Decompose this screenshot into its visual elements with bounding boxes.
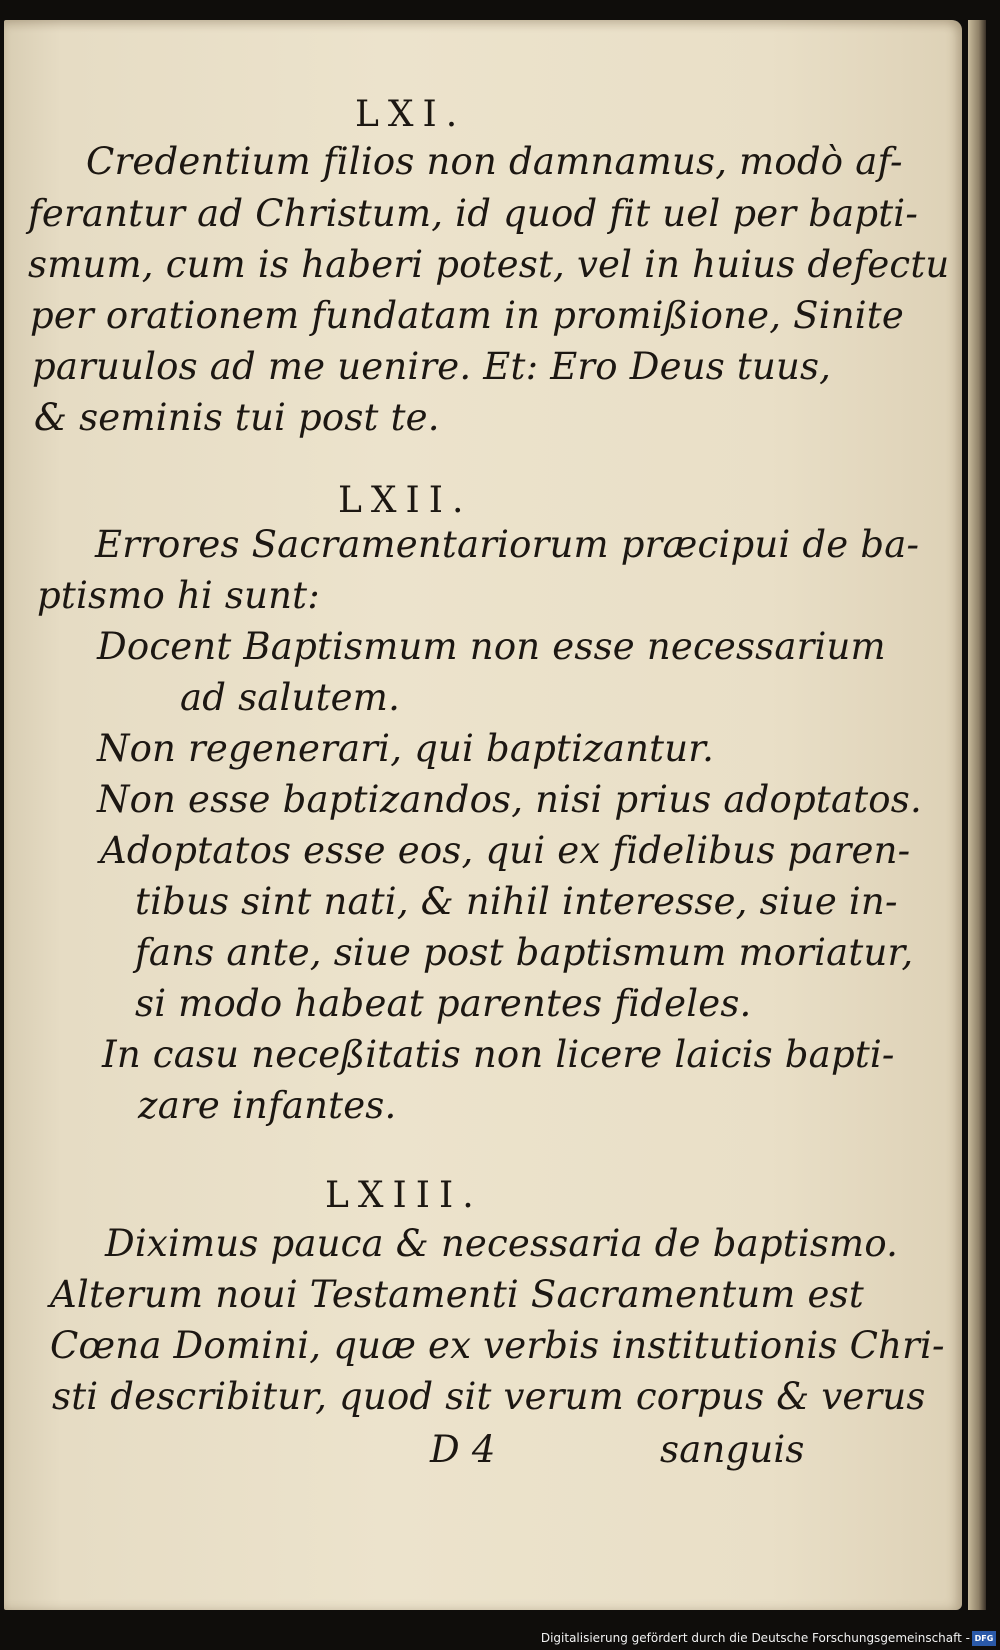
text-line: per orationem fundatam in promißione, Sinite xyxy=(30,294,904,337)
text-line: sti describitur, quod sit verum corpus & verus xyxy=(52,1375,926,1418)
text-line: Diximus pauca & necessaria de baptismo. xyxy=(105,1222,899,1265)
catchword: sanguis xyxy=(660,1428,805,1471)
footer-bar xyxy=(0,1624,1000,1650)
footer-credit: Digitalisierung gefördert durch die Deutsche Forschungsgemeinschaft - xyxy=(540,1631,970,1645)
section-heading-lxii: LXII. xyxy=(338,480,473,521)
text-line: Non regenerari, qui baptizantur. xyxy=(97,727,715,770)
text-line: si modo habeat parentes fideles. xyxy=(135,982,752,1025)
text-line: Cœna Domini, quæ ex verbis institutionis Chri- xyxy=(50,1324,945,1367)
section-heading-lxi: LXI. xyxy=(355,94,467,135)
dfg-logo-icon: DFG xyxy=(972,1631,996,1646)
text-line: Alterum noui Testamenti Sacramentum est xyxy=(50,1273,864,1316)
text-line: Credentium filios non damnamus, modò af- xyxy=(86,140,903,183)
text-line: Docent Baptismum non esse necessarium xyxy=(97,625,886,668)
signature-mark: D 4 xyxy=(430,1428,496,1471)
text-line: Non esse baptizandos, nisi prius adoptatos. xyxy=(97,778,922,821)
section-heading-lxiii: LXIII. xyxy=(325,1175,483,1216)
text-line: ferantur ad Christum, id quod fit uel per bapti- xyxy=(28,192,919,235)
text-line: paruulos ad me uenire. Et: Ero Deus tuus, xyxy=(32,345,832,388)
text-line: zare infantes. xyxy=(138,1084,397,1127)
text-line: ad salutem. xyxy=(180,676,401,719)
text-line: & seminis tui post te. xyxy=(34,396,440,439)
text-line: In casu neceßitatis non licere laicis bapti- xyxy=(102,1033,895,1076)
text-line: smum, cum is haberi potest, vel in huius defectu xyxy=(28,243,950,286)
text-line: Adoptatos esse eos, qui ex fidelibus paren- xyxy=(100,829,911,872)
text-line: Errores Sacramentariorum præcipui de ba- xyxy=(95,523,920,566)
text-line: fans ante, siue post baptismum moriatur, xyxy=(135,931,914,974)
text-line: ptismo hi sunt: xyxy=(37,574,320,617)
text-line: tibus sint nati, & nihil interesse, siue in- xyxy=(135,880,898,923)
